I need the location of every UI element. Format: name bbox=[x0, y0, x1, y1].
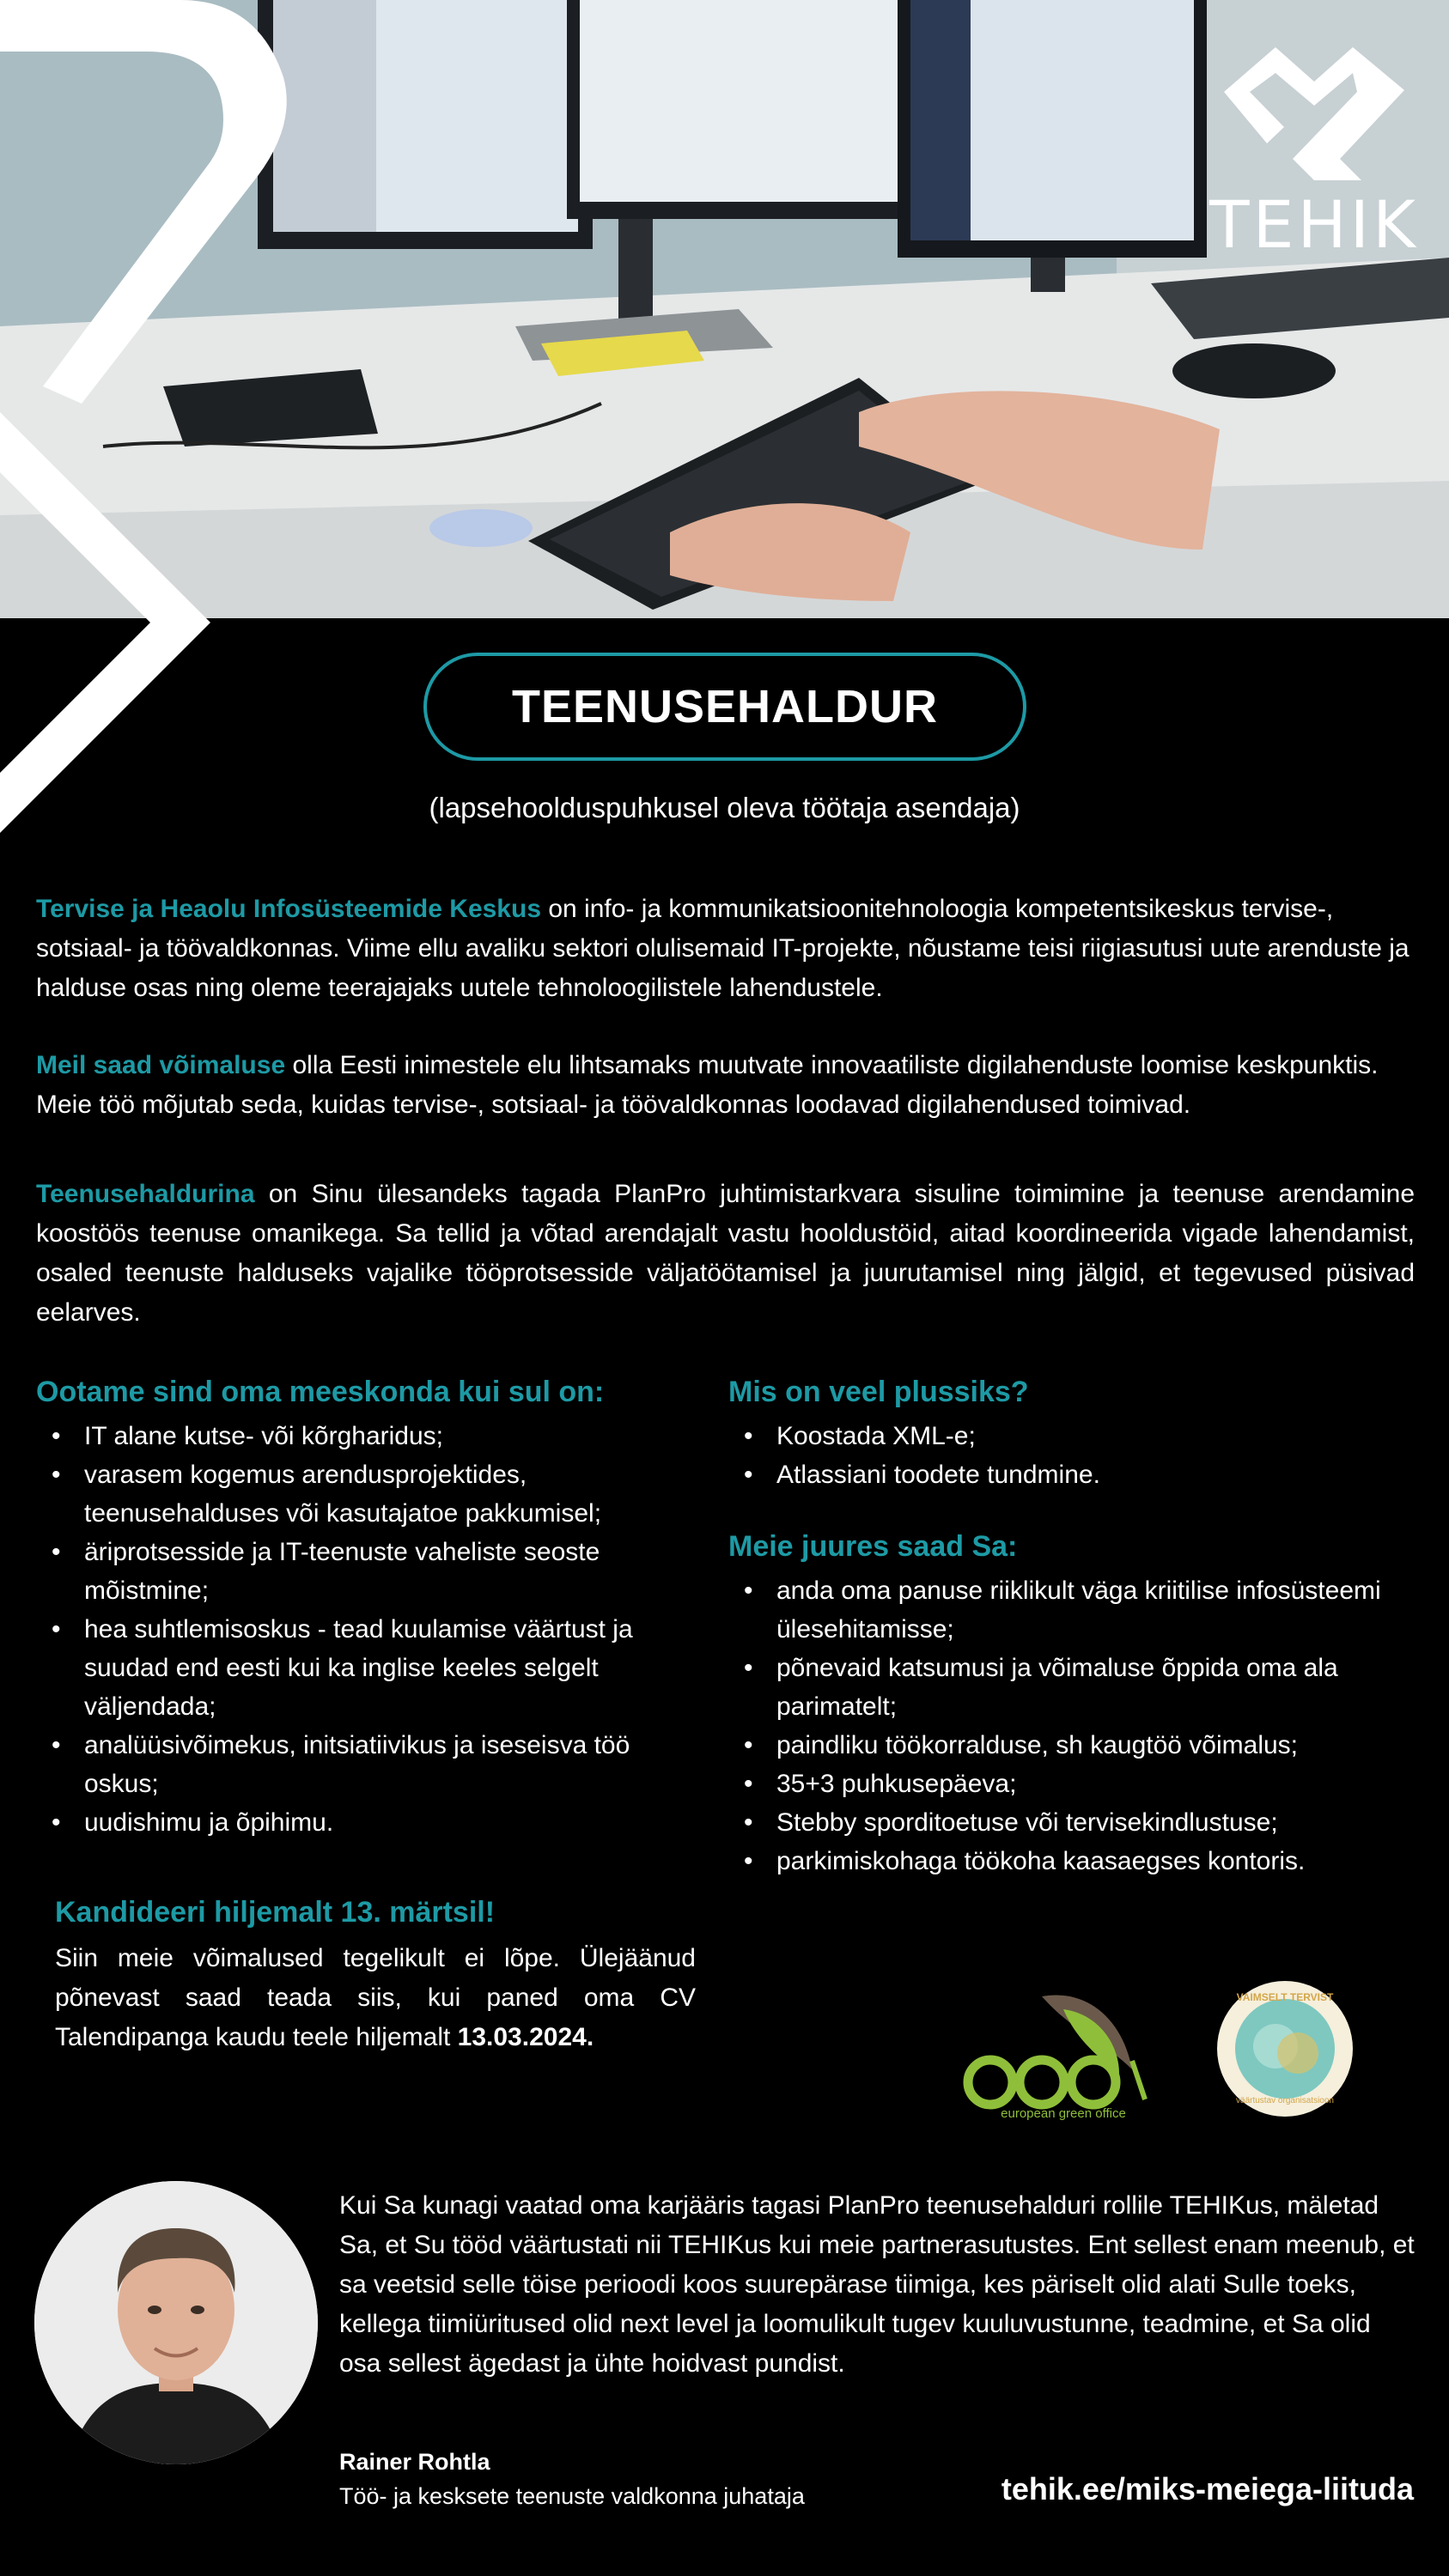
intro-paragraph-2 bbox=[36, 1046, 1415, 1125]
tehik-logo bbox=[1198, 39, 1430, 263]
pluses-list bbox=[728, 1417, 1416, 1494]
list-item: • anda oma panuse riiklikult väga kriitilise infosüsteemi ülesehitamisse; bbox=[728, 1571, 1416, 1649]
list-item: • parkimiskohaga töökoha kaasaegses kontoris. bbox=[728, 1842, 1416, 1880]
list-item: • Koostada XML-e; bbox=[728, 1417, 1416, 1455]
testimonial-role: Töö- ja kesksete teenuste valdkonna juhataja bbox=[339, 2483, 805, 2509]
intro-highlight: Meil saad võimaluse bbox=[36, 1051, 286, 1079]
benefits-heading: Meie juures saad Sa: bbox=[728, 1530, 1018, 1563]
requirements-list bbox=[36, 1417, 706, 1842]
testimonial-quote: Kui Sa kunagi vaatad oma karjääris tagasi PlanPro teenusehalduri rollile TEHIKus, mäletad Sa, et Su tööd väärtustati nii TEHIKus kui meie partnerasutustes. Ent sellest enam meenub, et sa veetsid selle töise perioodi koos suurepärase tiimiga, kes päriselt olid alati Sulle toeks, kellega tiimiüritused olid next level ja loomulikult tugev kuuluvustunne, teadmine, et Sa olid osa sellest ägedast ja ühte hoidvast pundist. bbox=[339, 2191, 1415, 2378]
intro-text: on Sinu ülesandeks tagada PlanPro juhtimistarkvara sisuline toimimine ja teenuse arendamine koostöös teenuse omanikega. Sa tellid ja võtad arendajalt vastu hooldustöid, aitad koordineerida vigade lahendamist, osaled teenuste halduseks vajalike tööprotsesside väljatöötamisel ja juurutamisel ning jälgid, et tegevused püsivad eelarves. bbox=[36, 1180, 1415, 1327]
apply-body: Siin meie võimalused tegelikult ei lõpe. Ülejäänud põnevast saad teada siis, kui paned oma CV Talendipanga kaudu teele hiljemalt bbox=[55, 1944, 696, 2051]
list-item: • hea suhtlemisoskus - tead kuulamise väärtust ja suudad end eesti kui ka inglise keeles selgelt väljendada; bbox=[36, 1610, 706, 1726]
job-title: TEENUSEHALDUR bbox=[511, 681, 939, 732]
avatar bbox=[34, 2181, 318, 2464]
list-item: • paindliku töökorralduse, sh kaugtöö võimalus; bbox=[728, 1726, 1416, 1765]
intro-highlight: Tervise ja Heaolu Infosüsteemide Keskus bbox=[36, 895, 542, 923]
list-item: • põnevaid katsumusi ja võimaluse õppida oma ala parimatelt; bbox=[728, 1649, 1416, 1726]
apply-deadline: 13.03.2024. bbox=[457, 2023, 594, 2051]
intro-paragraph-1 bbox=[36, 890, 1415, 1008]
testimonial-name: Rainer Rohtla bbox=[339, 2449, 490, 2475]
list-item: • Atlassiani toodete tundmine. bbox=[728, 1455, 1416, 1494]
seal-top-text: VAIMSELT TERVIST bbox=[1236, 1991, 1334, 2003]
intro-paragraph-3 bbox=[36, 1175, 1415, 1333]
list-item: • 35+3 puhkusepäeva; bbox=[728, 1765, 1416, 1803]
list-item: • IT alane kutse- või kõrgharidus; bbox=[36, 1417, 706, 1455]
pluses-heading: Mis on veel plussiks? bbox=[728, 1376, 1029, 1408]
list-item: • varasem kogemus arendusprojektides, teenusehalduses või kasutajatoe pakkumisel; bbox=[36, 1455, 706, 1533]
list-item: • äriprotsesside ja IT-teenuste vaheliste seoste mõistmine; bbox=[36, 1533, 706, 1610]
intro-highlight: Teenusehaldurina bbox=[36, 1180, 255, 1208]
intro-text: olla Eesti inimestele elu lihtsamaks muutvate innovaatiliste digilahenduste loomise keskpunktis. Meie töö mõjutab seda, kuidas tervise-, sotsiaal- ja töövaldkonnas loodavad digilahendused toimivad. bbox=[36, 1051, 1379, 1119]
vaimselt-tervist-seal bbox=[1215, 1979, 1355, 2118]
list-item: • analüüsivõimekus, initsiatiivikus ja iseseisva töö oskus; bbox=[36, 1726, 706, 1803]
requirements-heading: Ootame sind oma meeskonda kui sul on: bbox=[36, 1376, 605, 1408]
seal-bottom-text: väärtustav organisatsioon bbox=[1236, 2096, 1334, 2105]
tehik-heart-icon bbox=[1198, 39, 1430, 185]
job-title-pill bbox=[423, 653, 1026, 761]
intro-text: on info- ja kommunikatsioonitehnoloogia kompetentsikeskus tervise-, sotsiaal- ja töövaldkonnas. Viime ellu avaliku sektori olulisemaid IT-projekte, nõustame teisi riigiasutusi uute arenduste ja halduse osas ning oleme teerajajaks uutele tehnoloogilistele lahendustele. bbox=[36, 895, 1409, 1002]
european-green-office-logo bbox=[960, 1979, 1166, 2121]
job-subtitle: (lapsehoolduspuhkusel oleva töötaja asendaja) bbox=[429, 792, 1020, 823]
benefits-list bbox=[728, 1571, 1416, 1880]
person-portrait bbox=[34, 2181, 318, 2464]
ego-leaf-icon bbox=[960, 1979, 1166, 2117]
list-item: • uudishimu ja õpihimu. bbox=[36, 1803, 706, 1842]
logo-wordmark: TEHIK bbox=[1209, 186, 1419, 263]
apply-text bbox=[55, 1939, 696, 2057]
careers-link[interactable]: tehik.ee/miks-meiega-liituda bbox=[1001, 2471, 1414, 2506]
apply-heading: Kandideeri hiljemalt 13. märtsil! bbox=[55, 1896, 496, 1929]
ego-caption: european green office bbox=[1001, 2106, 1126, 2121]
list-item: • Stebby sporditoetuse või tervisekindlustuse; bbox=[728, 1803, 1416, 1842]
